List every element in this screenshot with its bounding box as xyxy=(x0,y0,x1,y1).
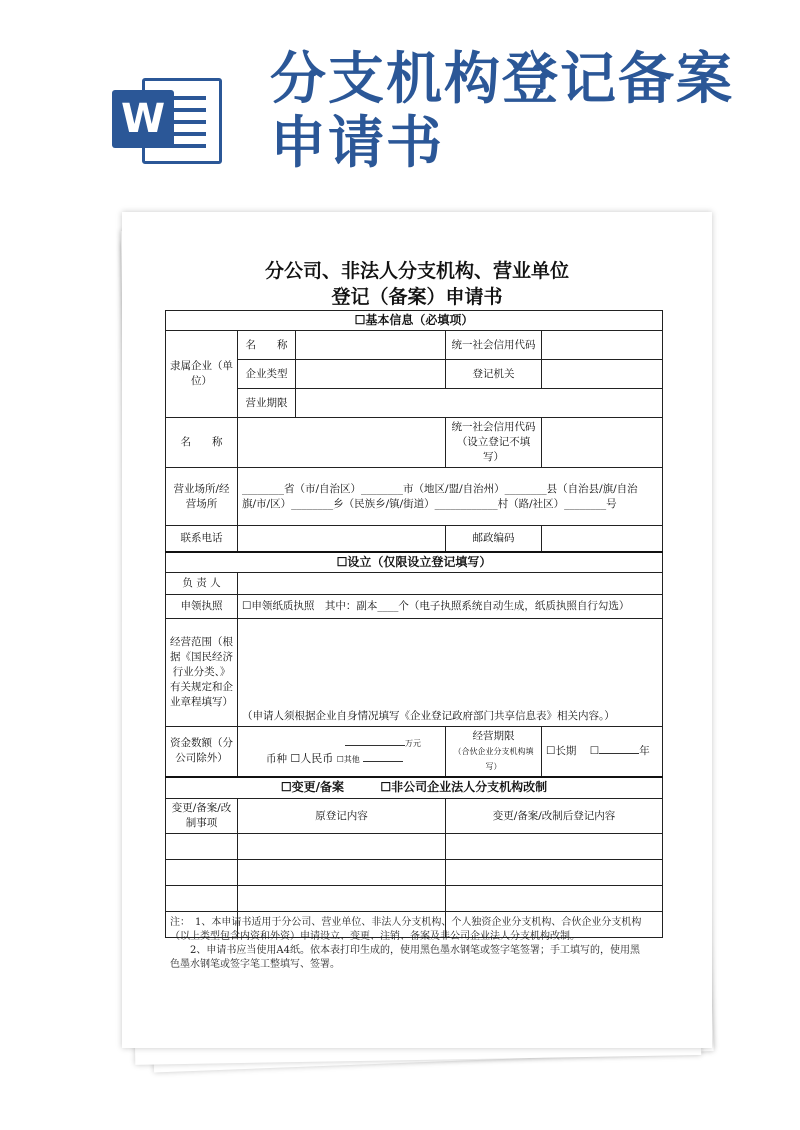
principal-label: 负 责 人 xyxy=(166,572,238,594)
original-content-cell[interactable] xyxy=(238,860,446,886)
registration-authority-label: 登记机关 xyxy=(446,360,542,389)
years-checkbox-icon[interactable]: ☐ xyxy=(589,745,600,757)
currency-label: 币种 xyxy=(266,753,287,765)
change-header-row xyxy=(166,777,663,799)
capital-unit: 万元 xyxy=(405,739,421,748)
banner-title xyxy=(270,48,750,176)
business-term-field[interactable] xyxy=(296,389,663,418)
branch-name-label: 名 称 xyxy=(166,418,238,468)
license-row xyxy=(166,594,663,618)
scope-row xyxy=(166,618,663,726)
change-item-col-header: 变更/备案/改制事项 xyxy=(166,799,238,834)
capital-field[interactable] xyxy=(238,726,446,777)
note-line: 色墨水钢笔或签字笔工整填写、签署。 xyxy=(170,959,340,970)
change-entry-row xyxy=(166,860,663,886)
change-item-cell[interactable] xyxy=(166,834,238,860)
note-line: 注： 1、本申请书适用于分公司、营业单位、非法人分支机构、个人独资企业分支机构、合伙企业分支机构 xyxy=(170,917,642,928)
word-logo-icon xyxy=(112,70,220,166)
currency-other-checkbox[interactable]: ☐其他 xyxy=(336,755,360,764)
parent-enterprise-label: 隶属企业（单 位） xyxy=(166,331,238,418)
parent-name-row xyxy=(166,331,663,360)
note-line: （以上类型包含内资和外资）申请设立、变更、注销、备案及非公司企业法人分支机构改制。 xyxy=(170,931,580,942)
operating-term-field[interactable] xyxy=(542,726,663,777)
setup-header-row xyxy=(166,552,663,573)
original-content-col-header: 原登记内容 xyxy=(238,799,446,834)
operating-term-label xyxy=(446,726,542,777)
business-scope-field[interactable] xyxy=(238,618,663,726)
parent-name-field[interactable] xyxy=(296,331,446,360)
change-item-cell[interactable] xyxy=(166,886,238,912)
reform-checkbox[interactable]: ☐非公司企业法人分支机构改制 xyxy=(380,780,548,795)
original-content-cell[interactable] xyxy=(238,834,446,860)
document-title xyxy=(122,258,712,310)
basic-info-header[interactable]: ☐基本信息（必填项） xyxy=(166,311,663,331)
branch-credit-code-field[interactable] xyxy=(542,418,663,468)
long-term-checkbox[interactable]: ☐长期 xyxy=(546,745,577,757)
business-scope-note: （申请人须根据企业自身情况填写《企业登记政府部门共享信息表》相关内容。） xyxy=(242,709,615,722)
address-label: 营业场所/经营场所 xyxy=(166,468,238,526)
capital-label: 资金数额（分公司除外） xyxy=(166,726,238,777)
postcode-field[interactable] xyxy=(542,526,663,552)
enterprise-type-label: 企业类型 xyxy=(238,360,296,389)
capital-row xyxy=(166,726,663,777)
note-line: 2、申请书应当使用A4纸。依本表打印生成的，使用黑色墨水钢笔或签字笔签署；手工填写的，使用黑 xyxy=(170,945,640,956)
currency-rmb-checkbox[interactable]: ☐人民币 xyxy=(290,752,334,765)
address-line2: 旗/市/区）________乡（民族乡/镇/街道）____________村（路/社区）________号 xyxy=(242,497,617,510)
change-entry-row xyxy=(166,834,663,860)
original-content-cell[interactable] xyxy=(238,886,446,912)
license-field[interactable]: ☐申领纸质执照 其中：副本____个（电子执照系统自动生成，纸质执照自行勾选） xyxy=(238,594,663,618)
registration-authority-field[interactable] xyxy=(542,360,663,389)
banner-title-line1: 分支机构登记备案 xyxy=(270,47,734,112)
phone-label: 联系电话 xyxy=(166,526,238,552)
business-scope-label: 经营范围（根据《国民经济行业分类、》有关规定和企业章程填写） xyxy=(166,618,238,726)
address-field[interactable] xyxy=(238,468,663,526)
application-form-table xyxy=(165,310,663,938)
business-term-label: 营业期限 xyxy=(238,389,296,418)
banner-title-line2: 申请书 xyxy=(270,111,444,176)
change-item-cell[interactable] xyxy=(166,860,238,886)
phone-row xyxy=(166,526,663,552)
address-line1: ________省（市/自治区）________市（地区/盟/自治州）________县（自治县/旗/自治 xyxy=(242,482,638,495)
license-label: 申领执照 xyxy=(166,594,238,618)
document-title-line1: 分公司、非法人分支机构、营业单位 xyxy=(264,260,569,282)
parent-term-row xyxy=(166,389,663,418)
phone-field[interactable] xyxy=(238,526,446,552)
changed-content-cell[interactable] xyxy=(446,860,663,886)
changed-content-cell[interactable] xyxy=(446,834,663,860)
notes-block xyxy=(170,916,670,972)
change-filing-checkbox[interactable]: ☐变更/备案 xyxy=(280,780,345,795)
enterprise-type-field[interactable] xyxy=(296,360,446,389)
operating-term-title: 经营期限 xyxy=(472,729,515,742)
parent-name-label: 名 称 xyxy=(238,331,296,360)
principal-field[interactable] xyxy=(238,572,663,594)
parent-credit-code-label: 统一社会信用代码 xyxy=(446,331,542,360)
setup-header[interactable]: ☐设立（仅限设立登记填写） xyxy=(166,552,663,573)
changed-content-col-header: 变更/备案/改制后登记内容 xyxy=(446,799,663,834)
word-w-badge: W xyxy=(112,90,174,148)
change-header xyxy=(166,777,663,799)
branch-name-row xyxy=(166,418,663,468)
postcode-label: 邮政编码 xyxy=(446,526,542,552)
change-columns-row xyxy=(166,799,663,834)
operating-term-subtitle: （合伙企业分支机构填写） xyxy=(453,746,534,771)
branch-name-field[interactable] xyxy=(238,418,446,468)
changed-content-cell[interactable] xyxy=(446,886,663,912)
principal-row xyxy=(166,572,663,594)
years-label: 年 xyxy=(639,745,650,757)
document-title-line2: 登记（备案）申请书 xyxy=(331,286,503,308)
address-row xyxy=(166,468,663,526)
basic-info-header-row xyxy=(166,311,663,331)
branch-credit-code-label: 统一社会信用代码（设立登记不填写） xyxy=(446,418,542,468)
parent-credit-code-field[interactable] xyxy=(542,331,663,360)
change-entry-row xyxy=(166,886,663,912)
